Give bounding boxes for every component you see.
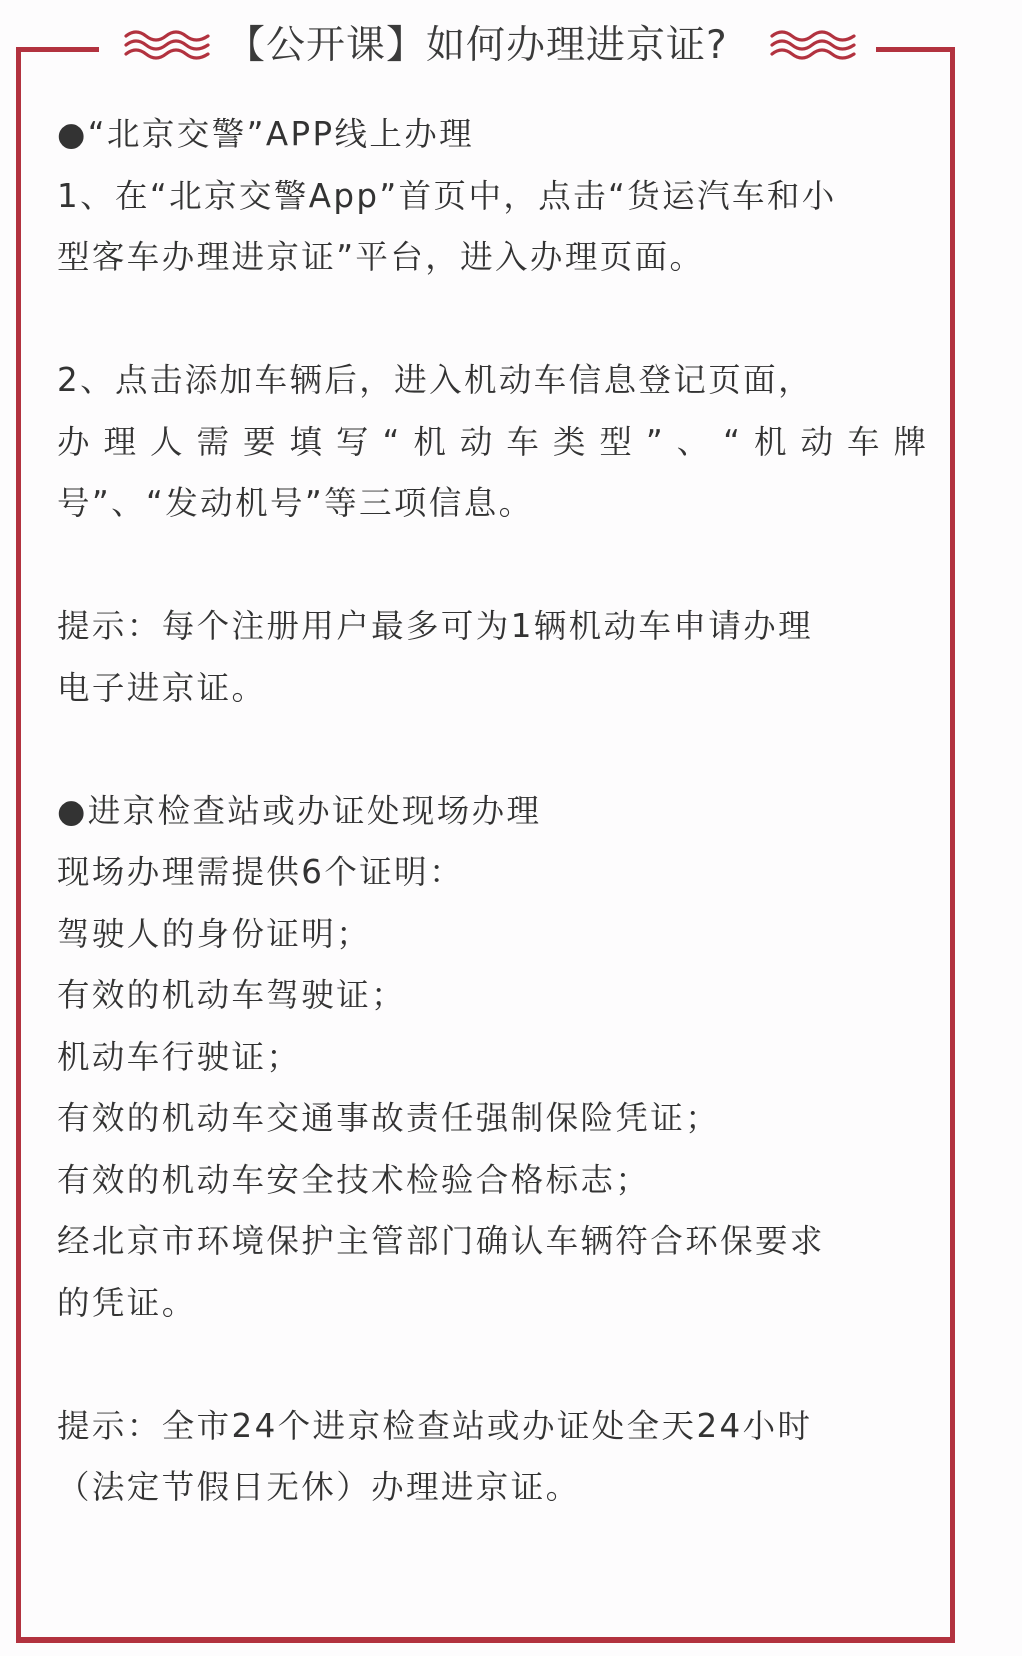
step-1-line-2: 型客车办理进京证”平台，进入办理页面。 [57,238,705,276]
frame-border-right [950,47,955,1643]
requirement-item: 机动车行驶证； [57,1037,302,1076]
tip-onsite-line-1: 提示：全市24个进京检查站或办证处全天24小时 [57,1406,813,1445]
spacer [57,719,917,781]
requirement-item: 有效的机动车驾驶证； [57,976,407,1014]
requirement-item: 有效的机动车交通事故责任强制保险凭证； [57,1099,721,1137]
frame-border-top-right [876,47,955,52]
step-2-line-1: 2、点击添加车辆后，进入机动车信息登记页面， [57,361,813,399]
page-title: 【公开课】如何办理进京证? [226,23,728,68]
tip-online-line-1: 提示：每个注册用户最多可为1辆机动车申请办理 [57,607,813,645]
spacer [57,1334,917,1396]
requirements-intro: 现场办理需提供6个证明： [57,853,464,891]
step-1-line-1: 1、在“北京交警App”首页中，点击“货运汽车和小 [57,176,837,215]
tip-onsite-line-2: （法定节假日无休）办理进京证。 [57,1468,581,1506]
step-2-line-3: 号”、“发动机号”等三项信息。 [57,484,534,522]
wave-icon [770,28,856,62]
requirement-item: 驾驶人的身份证明； [57,914,372,953]
requirement-item: 有效的机动车安全技术检验合格标志； [57,1160,651,1199]
requirement-item: 经北京市环境保护主管部门确认车辆符合环保要求 [57,1222,825,1260]
frame-border-top-left [16,47,99,52]
frame-border-bottom [16,1637,955,1643]
wave-icon [124,28,210,62]
spacer [57,289,917,351]
tip-online-line-2: 电子进京证。 [57,668,267,707]
frame-border-left [16,47,21,1643]
requirement-item-continued: 的凭证。 [57,1283,197,1322]
article-body [57,104,941,1519]
spacer [57,535,917,597]
step-2-line-2: 办理人需要填写“机动车类型”、“机动车牌 [57,422,941,461]
section-heading-onsite: ●进京检查站或办证处现场办理 [57,791,542,830]
section-heading-online: ●“北京交警”APP线上办理 [57,115,475,153]
